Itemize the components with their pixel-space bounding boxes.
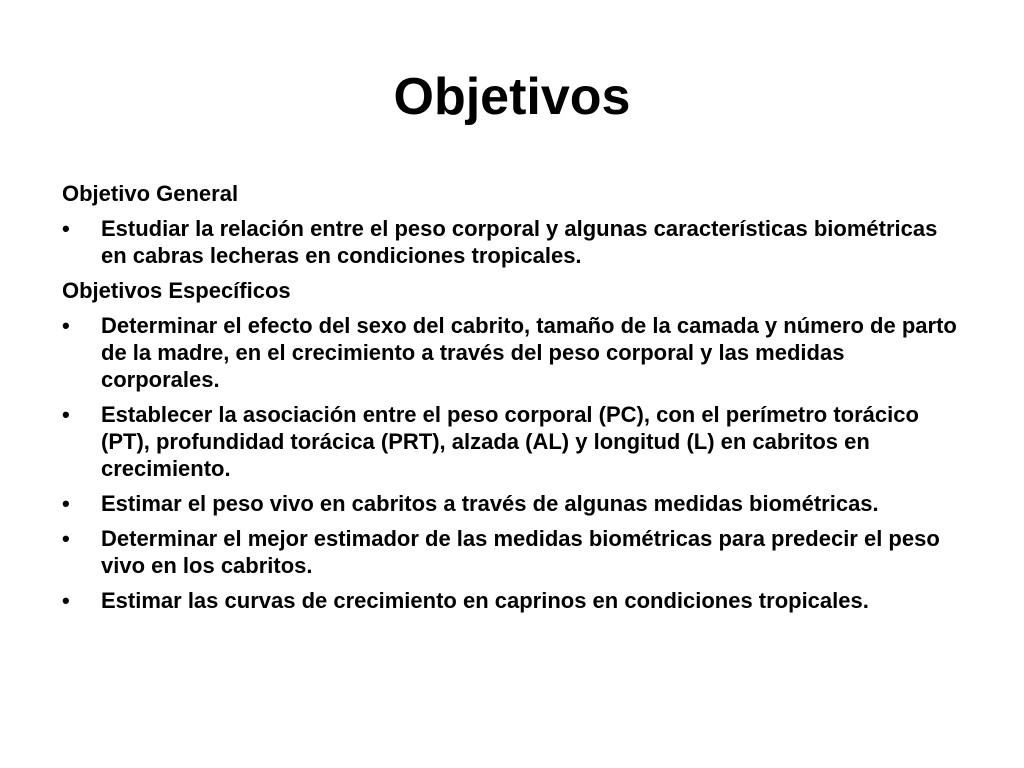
list-item-text: Determinar el mejor estimador de las medidas biométricas para predecir el peso vivo en los cabritos. xyxy=(101,526,940,578)
list-item xyxy=(62,312,962,393)
list-item-text: Estimar las curvas de crecimiento en caprinos en condiciones tropicales. xyxy=(101,588,869,613)
specific-objectives-list xyxy=(62,312,962,614)
list-item-text: Estimar el peso vivo en cabritos a través de algunas medidas biométricas. xyxy=(101,491,879,516)
list-item-text: Estudiar la relación entre el peso corporal y algunas características biométricas en cabras lecheras en condiciones tropicales. xyxy=(101,216,938,268)
list-item xyxy=(62,490,962,517)
list-item xyxy=(62,587,962,614)
bullet-icon: • xyxy=(62,491,70,516)
list-item xyxy=(62,525,962,579)
list-item xyxy=(62,215,962,269)
slide-title: Objetivos xyxy=(393,68,631,126)
bullet-icon: • xyxy=(62,402,70,427)
bullet-icon: • xyxy=(62,216,70,241)
specific-objectives-heading: Objetivos Específicos xyxy=(62,278,291,303)
slide-content xyxy=(62,180,962,622)
bullet-icon: • xyxy=(62,526,70,551)
list-item-text: Determinar el efecto del sexo del cabrito, tamaño de la camada y número de parto de la madre, en el crecimiento a través del peso corporal y las medidas corporales. xyxy=(101,313,957,392)
general-objective-list xyxy=(62,215,962,269)
list-item xyxy=(62,401,962,482)
general-objective-heading: Objetivo General xyxy=(62,181,239,206)
bullet-icon: • xyxy=(62,588,70,613)
list-item-text: Establecer la asociación entre el peso corporal (PC), con el perímetro torácico (PT), profundidad torácica (PRT), alzada (AL) y longitud (L) en cabritos en crecimiento. xyxy=(101,402,919,481)
bullet-icon: • xyxy=(62,313,70,338)
